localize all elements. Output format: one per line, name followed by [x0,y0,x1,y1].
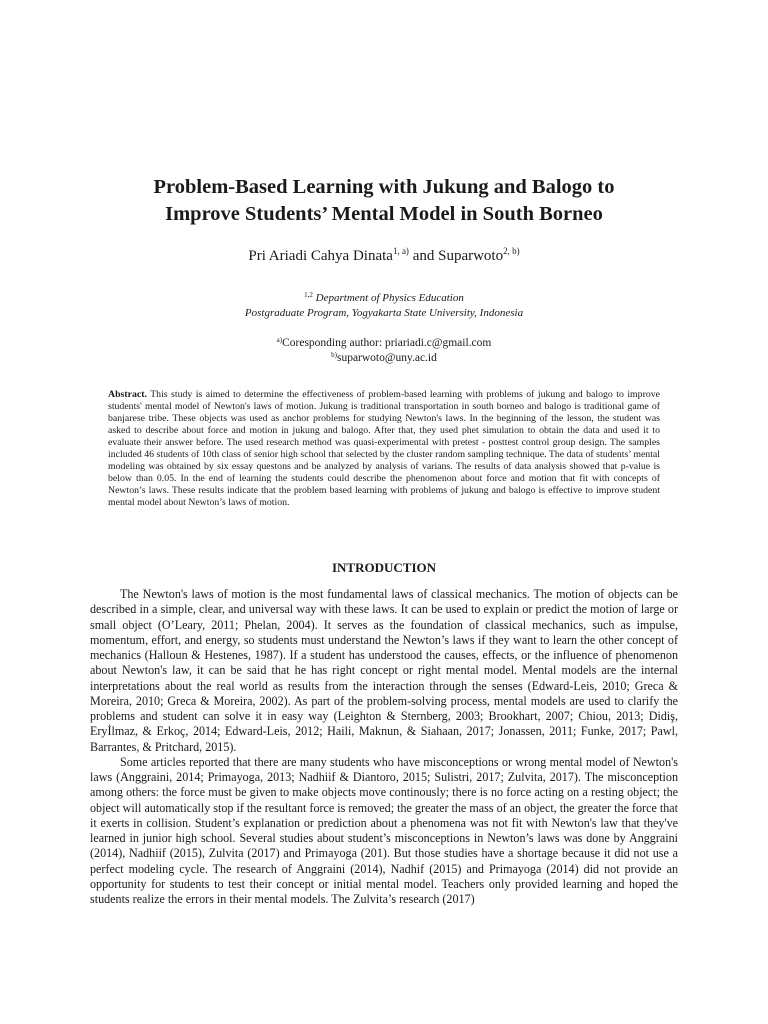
contact-info [90,336,678,365]
contact-2-mark: b) [331,350,337,359]
section-heading-introduction: INTRODUCTION [331,560,436,575]
contact-line-2 [90,351,678,366]
author-1-name: Pri Ariadi Cahya Dinata [248,248,393,264]
affiliation-line-1 [90,291,678,306]
second-author-email: suparwoto@uny.ac.id [336,351,437,364]
author-1-marks: 1, a) [392,246,409,256]
paper-title [90,174,678,228]
abstract [108,389,660,509]
abstract-text: This study is aimed to determine the effectiveness of problem-based learning with problems of jukung and balogo to improve students' mental model of Newton's laws of motion. Jukung is traditional transportation in south borneo and balogo is traditional game of banjarese tribe. These objects was used as anchor problems for studying Newton's laws. In the beginning of the lesson, the student was asked to describe about force and motion in jukung and balogo. After that, they used phet simulation to obtain the data and used it to evaluate their answer before. The used research method was quasi-experimental with pretest - posttest control group design. The samples included 46 students of 10th class of senior high school that selected by the cluster random sampling technique. The data of students’ mental modeling was obtained by six essay questons and be analyzed by analysis of varians. The results of data analysis showed that p-value is below than 0.05. In the end of learning the students could describe the phenomenon about force and motion that fit with concepts of Newton’s laws. These results indicate that the problem based learning with problems of jukung and balogo is effective to improve student mental model about Newton’s laws of motion. [108,389,660,509]
contact-line-1 [90,336,678,351]
author-2-name: Suparwoto [438,248,504,264]
introduction-paragraph-1: The Newton's laws of motion is the most fundamental laws of classical mechanics. The motion of objects can be described in a simple, clear, and universal way with these laws. It can be used to explain or predict the motion of large or small object (O’Leary, 2011; Phelan, 2004). It serves as the foundation of classical mechanics, such as impulse, momentum, effort, and energy, so students must understand the Newton’s laws if they want to learn the other concept of mechanics (Halloun & Hestenes, 1987). If a student has understood the causes, effects, or the influence of phenomenon about Newton's law, it can be said that he has right concept or right mental model. Mental models are the internal interpretations about the real world as results from the interaction through the senses (Edward-Leis, 2010; Greca & Moreira, 2010; Greca & Moreira, 2002). As part of the problem-solving process, mental models are used to clarify the problems and student can solve it in easy way (Leighton & Sternberg, 2003; Brookhart, 2007; Chiou, 2013; Didiş, Eryİlmaz, & Erkoç, 2014; Edward-Leis, 2012; Haili, Maknun, & Siahaan, 2017; Jonassen, 2011; Funke, 2017; Pawl, Barrantes, & Pritchard, 2015). [90,587,678,754]
affiliation [90,291,678,320]
title-line-1: Problem-Based Learning with Jukung and Balogo to [153,176,615,198]
contact-1-mark: a) [276,336,283,344]
affiliation-marks: 1,2 [304,291,313,299]
introduction-paragraph-2: Some articles reported that there are many students who have misconceptions or wrong mental model of Newton's laws (Anggraini, 2014; Primayoga, 2013; Nadhiif & Diantoro, 2015; Sulistri, 2017; Zulvita, 2017). The misconception among others: the force must be given to make objects move continously; there is no force acting on a resting object; the object will automatically stop if the resultant force is removed; the greater the mass of an object, the greater the force that it exerts in collision. Student’s explanation or prediction about a phenomena was not fit with Newton's law that they've learned in junior high school. Several studies about student’s misconceptions in Newton’s laws was done by Anggraini (2014), Nadhiif (2015), Zulvita (2017) and Primayoga (201). But those studies have a shortage because it did not use a perfect modeling cycle. The research of Anggraini (2014), Nadhif (2015) and Primayoga (2014) did not provide an opportunity for students to test their concept or initial mental model. Teachers only provided learning and hoped the students realize the errors in their mental models. The Zulvita’s research (2017) [90,754,678,906]
introduction-body [90,587,678,907]
corresponding-author-email: Coresponding author: priariadi.c@gmail.com [282,337,492,349]
affiliation-line-2: Postgraduate Program, Yogyakarta State University, Indonesia [244,306,524,319]
author-2-marks: 2, b) [503,246,520,256]
affiliation-department: Department of Physics Education [315,292,464,304]
abstract-label: Abstract. [108,389,147,400]
author-list [90,246,678,266]
author-conjunction: and [408,248,439,264]
title-line-2: Improve Students’ Mental Model in South Borneo [165,203,603,225]
